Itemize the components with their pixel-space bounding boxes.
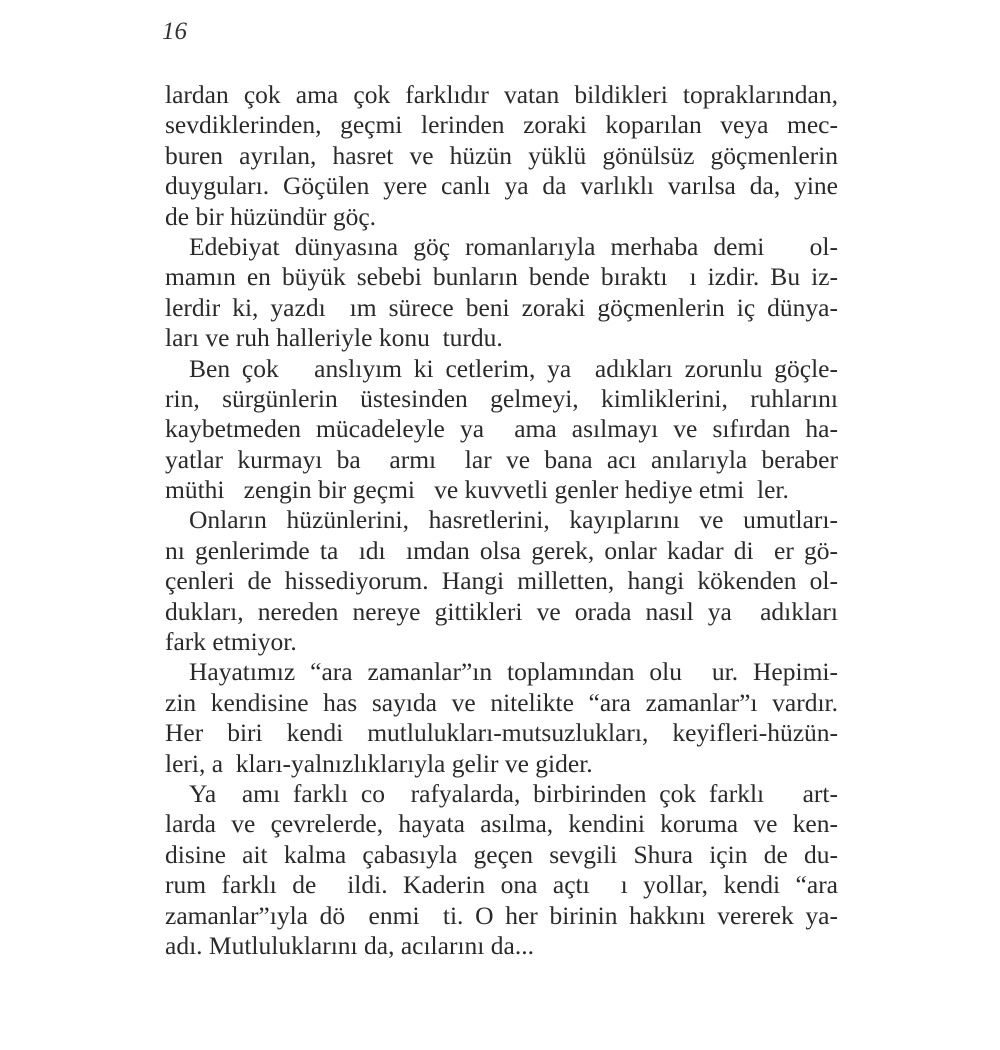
text-line: zamanlar”ıyla dö enmi ti. O her birinin hakkını vererek ya- [165,900,838,930]
text-line: dukları, nereden nereye gittikleri ve orada nasıl ya adıkları [165,596,838,626]
paragraph [165,657,838,779]
text-line: adı. Mutluluklarını da, acılarını da... [165,930,534,960]
text-line: Edebiyat dünyasına göç romanlarıyla merhaba demi ol- [189,231,838,261]
text-line: de bir hüzündür göç. [165,201,377,231]
paragraph [165,232,838,354]
text-line: Ya amı farklı co rafyalarda, birbirinden çok farklı art- [189,778,838,808]
text-line: Her biri kendi mutlulukları-mutsuzlukları, keyifleri-hüzün- [165,718,838,748]
text-line: lerdir ki, yazdı ım sürece beni zoraki göçmenlerin iç dünya- [165,292,838,322]
text-line: nı genlerimde ta ıdı ımdan olsa gerek, onlar kadar di er gö- [165,535,838,565]
text-line: leri, a kları-yalnızlıklarıyla gelir ve gider. [165,748,593,778]
text-line: müthi zengin bir geçmi ve kuvvetli genler hediye etmi ler. [165,475,789,505]
page-number: 16 [162,18,187,45]
text-line: ları ve ruh halleriyle konu turdu. [165,323,503,353]
text-line: duyguları. Göçülen yere canlı ya da varlıklı varılsa da, yine [165,171,838,201]
text-line: disine ait kalma çabasıyla geçen sevgili Shura için de du- [165,839,838,869]
body-text [165,80,838,961]
text-line: mamın en büyük sebebi bunların bende bıraktı ı izdir. Bu iz- [165,262,838,292]
text-line: yatlar kurmayı ba armı lar ve bana acı anılarıyla beraber [165,444,838,474]
text-line: çenleri de hissediyorum. Hangi milletten, hangi kökenden ol- [165,566,838,596]
text-line: buren ayrılan, hasret ve hüzün yüklü gönülsüz göçmenlerin [165,140,838,170]
text-line: rum farklı de ildi. Kaderin ona açtı ı yollar, kendi “ara [165,870,838,900]
paragraph [165,354,838,506]
text-line: sevdiklerinden, geçmi lerinden zoraki koparılan veya mec- [165,110,838,140]
text-line: kaybetmeden mücadeleyle ya ama asılmayı ve sıfırdan ha- [165,414,838,444]
text-line: larda ve çevrelerde, hayata asılma, kendini koruma ve ken- [165,809,838,839]
paragraph [165,779,838,961]
text-line: Ben çok anslıyım ki cetlerim, ya adıkları zorunlu göçle- [189,353,838,383]
text-line: Onların hüzünlerini, hasretlerini, kayıplarını ve umutları- [189,505,838,535]
paragraph [165,80,838,232]
text-line: fark etmiyor. [165,627,297,657]
text-line: zin kendisine has sayıda ve nitelikte “ara zamanlar”ı vardır. [165,687,838,717]
text-line: rin, sürgünlerin üstesinden gelmeyi, kimliklerini, ruhlarını [165,383,838,413]
text-line: lardan çok ama çok farklıdır vatan bildikleri topraklarından, [165,80,838,109]
text-line: Hayatımız “ara zamanlar”ın toplamından olu ur. Hepimi- [189,657,838,687]
paragraph [165,505,838,657]
